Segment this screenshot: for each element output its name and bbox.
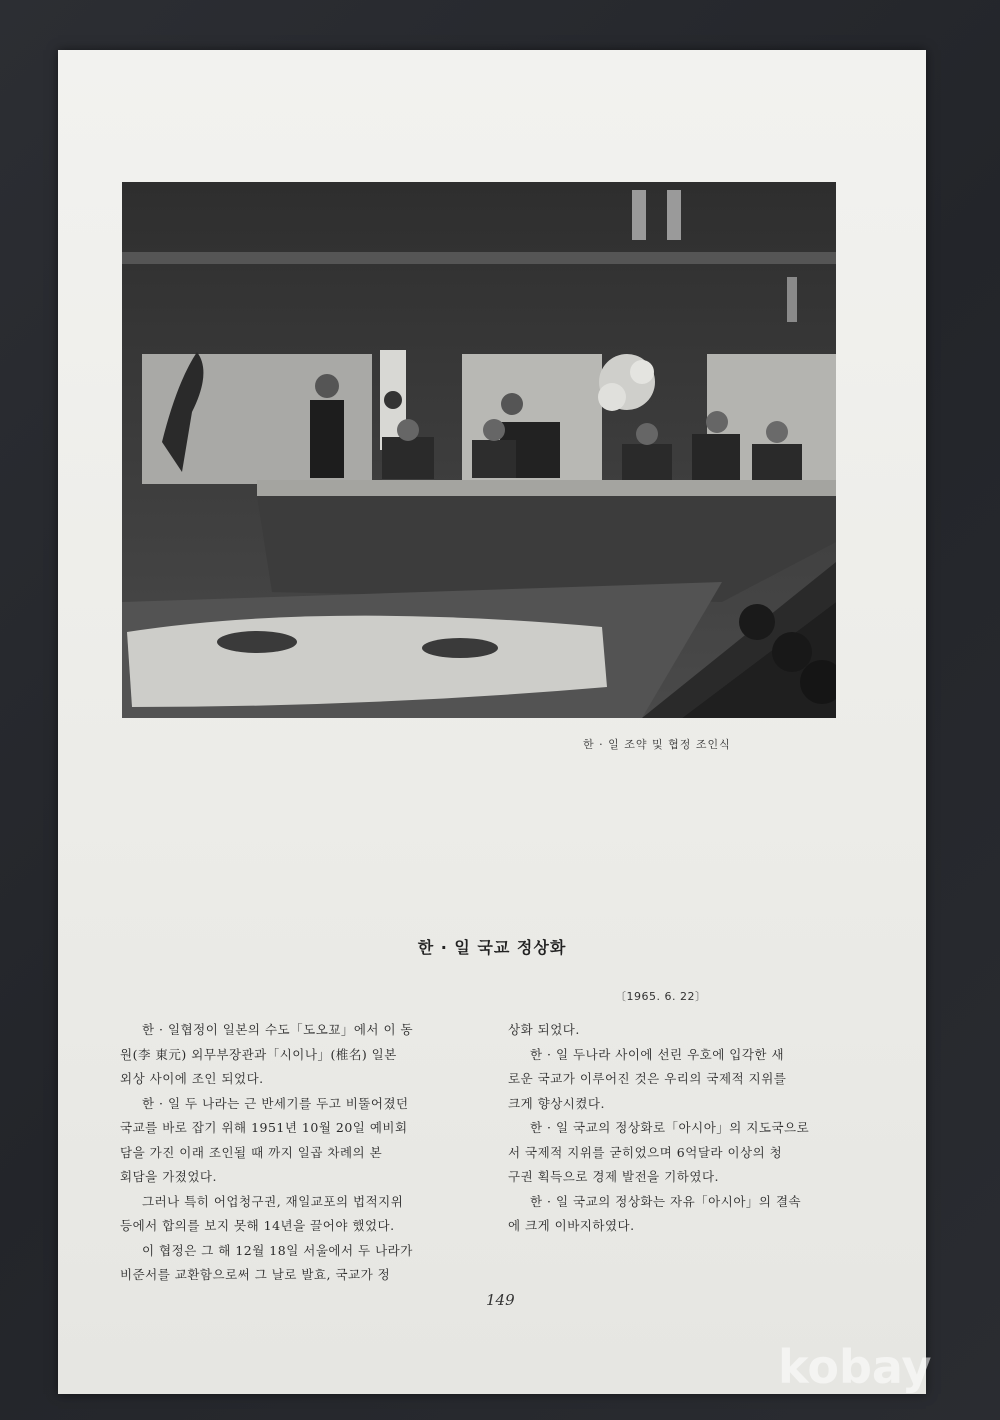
body-line: 한 · 일 국교의 정상화는 자유「아시아」의 결속 (530, 1193, 802, 1209)
body-line: 상화 되었다. (508, 1022, 580, 1037)
body-line: 서 국제적 지위를 굳히었으며 6억달라 이상의 청 (508, 1144, 783, 1160)
body-line: 비준서를 교환함으로써 그 날로 발효, 국교가 정 (120, 1267, 391, 1282)
ceremony-photo (122, 182, 836, 718)
signing-ceremony-image (122, 182, 836, 718)
body-line: 로운 국교가 이루어진 것은 우리의 국제적 지위를 (508, 1071, 787, 1086)
body-line: 외상 사이에 조인 되었다. (120, 1071, 264, 1086)
article-date: 〔1965. 6. 22〕 (615, 990, 707, 1003)
article-body-left-column (120, 1018, 490, 1288)
body-line: 이 협정은 그 해 12월 18일 서울에서 두 나라가 (142, 1242, 413, 1258)
body-line: 등에서 합의를 보지 못해 14년을 끌어야 했었다. (120, 1218, 395, 1233)
article-title: 한 · 일 국교 정상화 (417, 938, 567, 957)
photo-caption: 한 · 일 조약 및 협정 조인식 (583, 738, 731, 751)
page-number: 149 (486, 1291, 515, 1309)
body-line: 회담을 가졌었다. (120, 1169, 217, 1184)
document-page (58, 50, 926, 1394)
watermark-logo: kobay (778, 1340, 932, 1394)
body-line: 그러나 특히 어업청구권, 재일교포의 법적지위 (142, 1193, 404, 1209)
body-line: 한 · 일 국교의 정상화로「아시아」의 지도국으로 (530, 1120, 810, 1135)
body-line: 한 · 일 두 나라는 근 반세기를 두고 비뚤어졌던 (142, 1095, 409, 1111)
body-line: 한 · 일협정이 일본의 수도「도오꾜」에서 이 동 (142, 1022, 414, 1037)
body-line: 국교를 바로 잡기 위해 1951년 10월 20일 예비회 (120, 1120, 408, 1135)
article-body-right-column (508, 1018, 868, 1239)
body-line: 에 크게 이바지하였다. (508, 1218, 635, 1233)
body-line: 한 · 일 두나라 사이에 선린 우호에 입각한 새 (530, 1046, 785, 1062)
body-line: 구권 획득으로 경제 발전을 기하였다. (508, 1169, 719, 1184)
body-line: 크게 향상시켰다. (508, 1095, 605, 1111)
body-line: 담을 가진 이래 조인될 때 까지 일곱 차례의 본 (120, 1144, 383, 1160)
body-line: 원(李 東元) 외무부장관과「시이나」(椎名) 일본 (120, 1046, 397, 1062)
